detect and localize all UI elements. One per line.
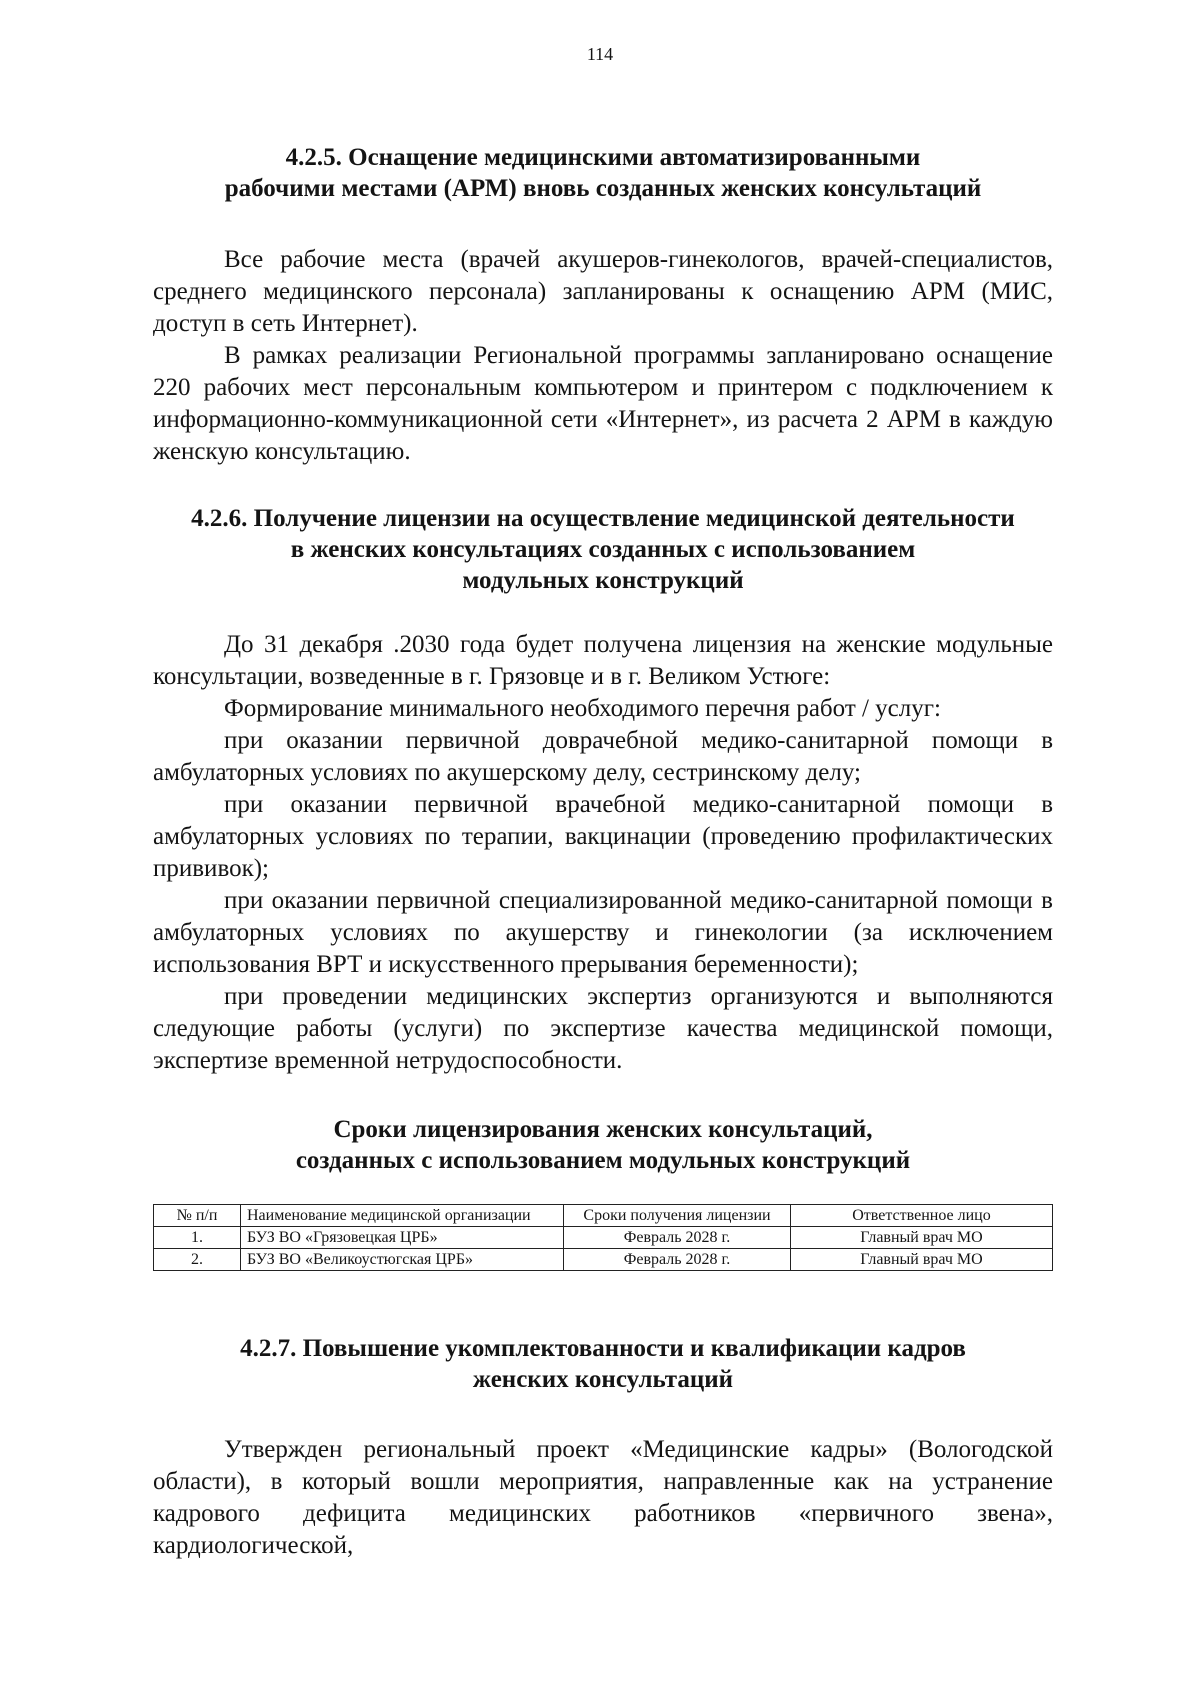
heading-line: женских консультаций xyxy=(472,1366,734,1393)
heading-line: 4.2.6. Получение лицензии на осуществление медицинской деятельности xyxy=(191,505,1015,532)
cell-license-date: Февраль 2028 г. xyxy=(564,1227,791,1249)
heading-line: созданных с использованием модульных конструкций xyxy=(295,1147,911,1174)
header-number: № п/п xyxy=(154,1205,241,1227)
heading-line: модульных конструкций xyxy=(462,567,744,594)
paragraph: До 31 декабря .2030 года будет получена лицензия на женские модульные консультации, возведенные в г. Грязовце и в г. Великом Устюге: xyxy=(153,631,1053,690)
paragraph: при оказании первичной доврачебной медико-санитарной помощи в амбулаторных условиях по акушерскому делу, сестринскому делу; xyxy=(153,727,1053,786)
table-row xyxy=(154,1249,1053,1271)
heading-line: в женских консультациях созданных с использованием xyxy=(290,536,916,563)
table-header-row xyxy=(154,1205,1053,1227)
paragraph: при проведении медицинских экспертиз организуются и выполняются следующие работы (услуги) по экспертизе качества медицинской помощи, экспертизе временной нетрудоспособности. xyxy=(153,983,1053,1074)
table-row xyxy=(154,1227,1053,1249)
heading-line: 4.2.7. Повышение укомплектованности и квалификации кадров xyxy=(240,1335,966,1362)
paragraph: Утвержден региональный проект «Медицинские кадры» (Вологодской области), в который вошли мероприятия, направленные как на устранение кадрового дефицита медицинских работников «первичного звена», кардиологической, xyxy=(153,1436,1053,1559)
cell-organization: БУЗ ВО «Великоустюгская ЦРБ» xyxy=(241,1249,564,1271)
heading-line: 4.2.5. Оснащение медицинскими автоматизированными xyxy=(285,144,921,171)
section-heading-4-2-5 xyxy=(153,142,1053,204)
cell-organization: БУЗ ВО «Грязовецкая ЦРБ» xyxy=(241,1227,564,1249)
paragraph: Формирование минимального необходимого перечня работ / услуг: xyxy=(224,695,941,722)
cell-number: 1. xyxy=(154,1227,241,1249)
header-organization: Наименование медицинской организации xyxy=(241,1205,564,1227)
cell-number: 2. xyxy=(154,1249,241,1271)
paragraph: Все рабочие места (врачей акушеров-гинекологов, врачей-специалистов, среднего медицинского персонала) запланированы к оснащению АРМ (МИС, доступ в сеть Интернет). xyxy=(153,246,1053,337)
header-license-date: Сроки получения лицензии xyxy=(564,1205,791,1227)
licensing-table xyxy=(153,1204,1053,1271)
cell-responsible: Главный врач МО xyxy=(791,1249,1053,1271)
page-number: 114 xyxy=(586,44,614,64)
paragraph: В рамках реализации Региональной программы запланировано оснащение 220 рабочих мест персональным компьютером и принтером с подключением к информационно-коммуникационной сети «Интернет», из расчета 2 АРМ в каждую женскую консультацию. xyxy=(153,342,1053,465)
cell-responsible: Главный врач МО xyxy=(791,1227,1053,1249)
paragraph: при оказании первичной врачебной медико-санитарной помощи в амбулаторных условиях по терапии, вакцинации (проведению профилактических прививок); xyxy=(153,791,1053,882)
paragraph: при оказании первичной специализированной медико-санитарной помощи в амбулаторных условиях по акушерству и гинекологии (за исключением использования ВРТ и искусственного прерывания беременности); xyxy=(153,887,1053,978)
cell-license-date: Февраль 2028 г. xyxy=(564,1249,791,1271)
table-title xyxy=(153,1114,1053,1176)
section-heading-4-2-7 xyxy=(153,1333,1053,1395)
header-responsible: Ответственное лицо xyxy=(791,1205,1053,1227)
heading-line: Сроки лицензирования женских консультаций, xyxy=(333,1116,873,1143)
document-body xyxy=(153,142,1053,1562)
heading-line: рабочими местами (АРМ) вновь созданных женских консультаций xyxy=(224,175,982,202)
section-heading-4-2-6 xyxy=(153,503,1053,596)
